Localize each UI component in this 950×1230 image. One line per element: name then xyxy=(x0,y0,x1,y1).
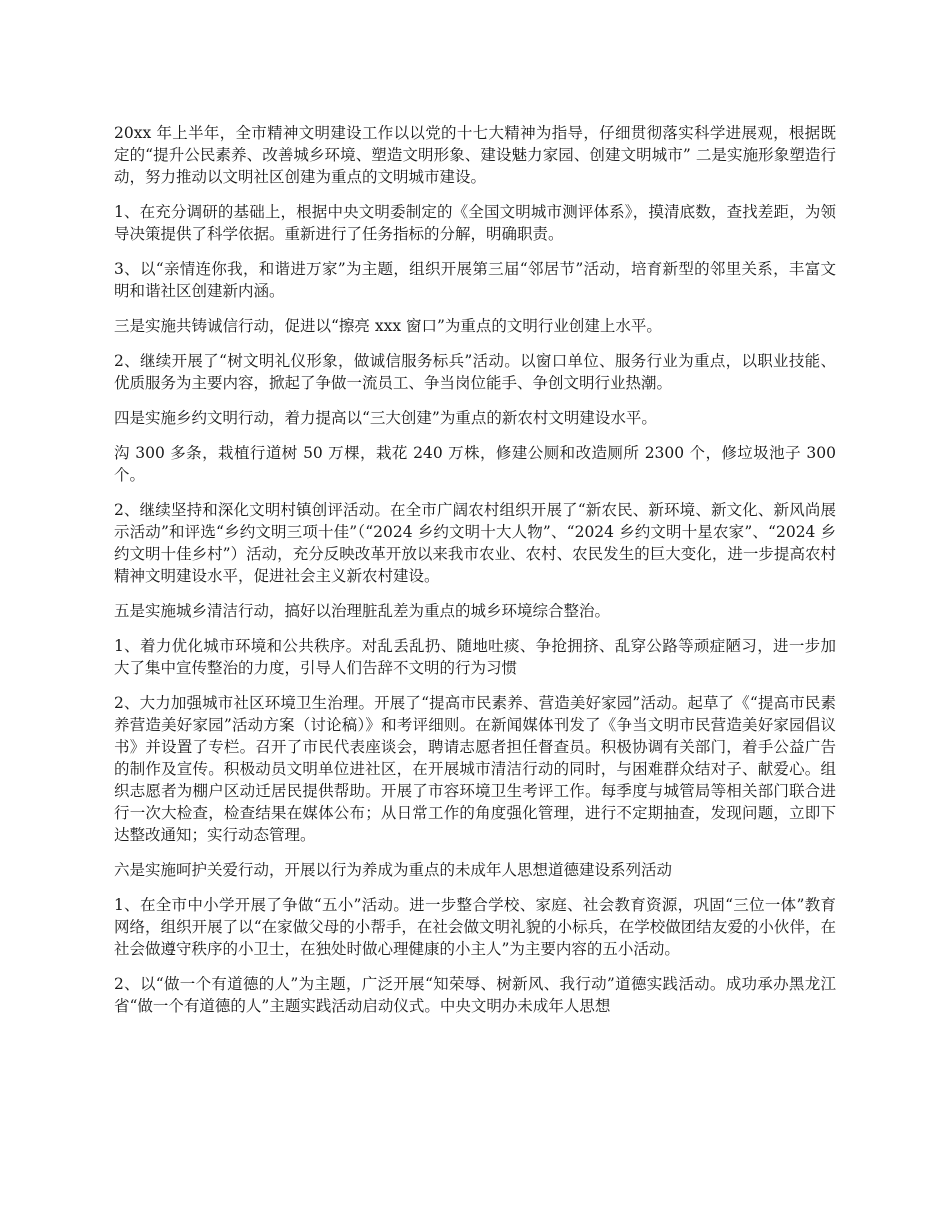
paragraph-1: 20xx 年上半年，全市精神文明建设工作以以党的十七大精神为指导，仔细贯彻落实科学进展观，根据既定的“提升公民素养、改善城乡环境、塑造文明形象、建设魅力家园、创建文明城市” 二是实施形象塑造行动，努力推动以文明社区创建为重点的文明城市建设。 xyxy=(114,124,836,186)
paragraph-4: 三是实施共铸诚信行动，促进以“擦亮 xxx 窗口”为重点的文明行业创建上水平。 xyxy=(114,317,662,335)
paragraph-5: 2、继续开展了“树文明礼仪形象，做诚信服务标兵”活动。以窗口单位、服务行业为重点，以职业技能、优质服务为主要内容，掀起了争做一流员工、争当岗位能手、争创文明行业热潮。 xyxy=(114,352,836,392)
paragraph-11: 2、大力加强城市社区环境卫生治理。开展了“提高市民素养、营造美好家园”活动。起草了《“提高市民素养营造美好家园”活动方案（讨论稿）》和考评细则。在新闻媒体刊发了《争当文明市民营造美好家园倡议书》并设置了专栏。召开了市民代表座谈会，聘请志愿者担任督查员。积极协调有关部门，着手公益广告的制作及宣传。积极动员文明单位进社区，在开展城市清洁行动的同时，与困难群众结对子、献爱心。组织志愿者为棚户区动迁居民提供帮助。开展了市容环境卫生考评工作。每季度与城管局等相关部门联合进行一次大检查，检查结果在媒体公布；从日常工作的角度强化管理，进行不定期抽查，发现问题，立即下达整改通知；实行动态管理。 xyxy=(114,694,836,844)
paragraph-7: 沟 300 多条，栽植行道树 50 万棵，栽花 240 万株，修建公厕和改造厕所 2300 个，修垃圾池子 300 个。 xyxy=(114,444,836,484)
paragraph-10: 1、着力优化城市环境和公共秩序。对乱丢乱扔、随地吐痰、争抢拥挤、乱穿公路等顽症陋习，进一步加大了集中宣传整治的力度，引导人们告辞不文明的行为习惯 xyxy=(114,637,836,677)
document-body xyxy=(114,122,836,1030)
paragraph-6: 四是实施乡约文明行动，着力提高以“三大创建”为重点的新农村文明建设水平。 xyxy=(114,409,657,427)
paragraph-3: 3、以“亲情连你我，和谐进万家”为主题，组织开展第三届“邻居节”活动，培育新型的邻里关系，丰富文明和谐社区创建新内涵。 xyxy=(114,260,836,300)
paragraph-8: 2、继续坚持和深化文明村镇创评活动。在全市广阔农村组织开展了“新农民、新环境、新文化、新风尚展示活动”和评选“乡约文明三项十佳”（“2024 乡约文明十大人物”、“2024 乡约文明十星农家”、“2024 乡约文明十佳乡村”）活动，充分反映改革开放以来我市农业、农村、农民发生的巨大变化，进一步提高农村精神文明建设水平，促进社会主义新农村建设。 xyxy=(114,501,836,585)
paragraph-13: 1、在全市中小学开展了争做“五小”活动。进一步整合学校、家庭、社会教育资源，巩固“三位一体”教育网络，组织开展了以“在家做父母的小帮手，在社会做文明礼貌的小标兵，在学校做团结友爱的小伙伴，在社会做遵守秩序的小卫士，在独处时做心理健康的小主人”为主要内容的五小活动。 xyxy=(114,896,836,958)
paragraph-14: 2、以“做一个有道德的人”为主题，广泛开展“知荣辱、树新风、我行动”道德实践活动。成功承办黑龙江省“做一个有道德的人”主题实践活动启动仪式。中央文明办未成年人思想 xyxy=(114,975,836,1015)
paragraph-12: 六是实施呵护关爱行动，开展以行为养成为重点的未成年人思想道德建设系列活动 xyxy=(114,861,673,879)
paragraph-9: 五是实施城乡清洁行动，搞好以治理脏乱差为重点的城乡环境综合整治。 xyxy=(114,602,611,620)
paragraph-2: 1、在充分调研的基础上，根据中央文明委制定的《全国文明城市测评体系》，摸清底数，查找差距，为领导决策提供了科学依据。重新进行了任务指标的分解，明确职责。 xyxy=(114,203,836,243)
